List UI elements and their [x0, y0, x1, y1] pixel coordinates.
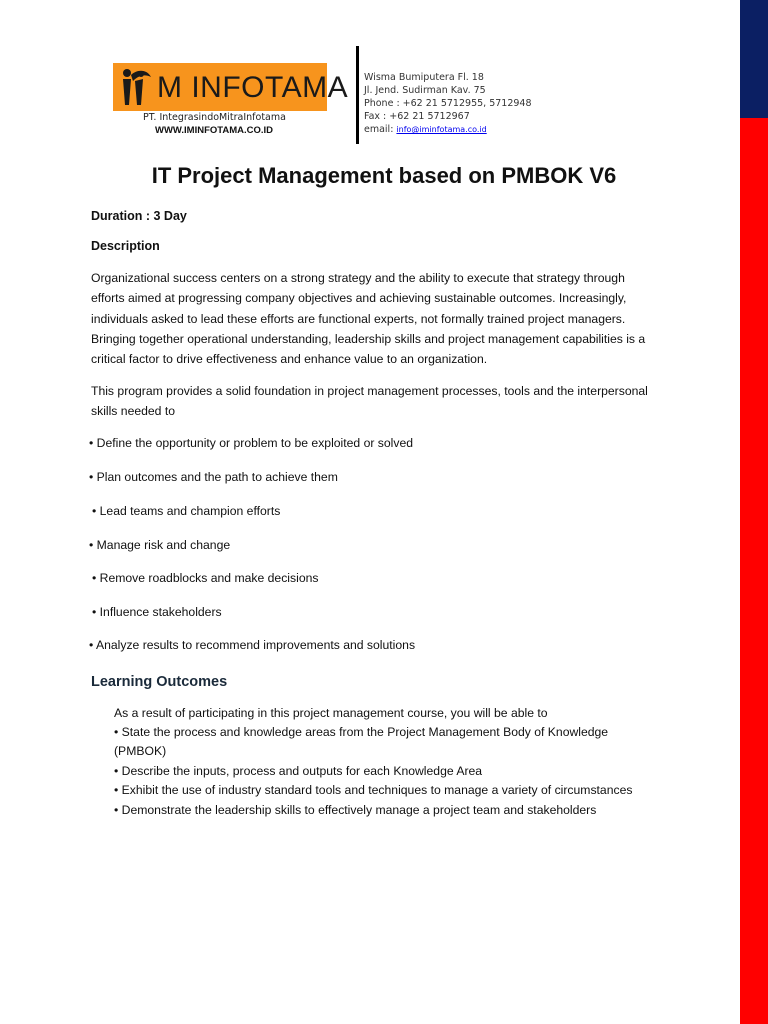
page-title: IT Project Management based on PMBOK V6: [151, 163, 617, 188]
bullet-item: • Analyze results to recommend improvements and solutions: [89, 638, 416, 652]
contact-block: [364, 71, 532, 136]
learning-outcome-line: • Exhibit the use of industry standard tools and techniques to manage a variety of circumstances: [114, 783, 633, 797]
paragraph-line: skills needed to: [91, 404, 176, 419]
email-link[interactable]: info@iminfotama.co.id: [396, 125, 487, 134]
learning-outcome-line: (PMBOK): [114, 744, 167, 758]
bullet-item: • Remove roadblocks and make decisions: [92, 571, 319, 585]
description-paragraph-1: [91, 268, 691, 369]
person-logo-icon: [117, 65, 157, 109]
paragraph-line: This program provides a solid foundation in project management processes, tools and the interpersonal: [91, 384, 648, 398]
learning-outcomes-heading: Learning Outcomes: [91, 674, 228, 690]
learning-outcome-line: • State the process and knowledge areas from the Project Management Body of Knowledge: [114, 725, 609, 739]
bullet-item: • Plan outcomes and the path to achieve them: [89, 470, 338, 484]
bullet-item: • Define the opportunity or problem to be exploited or solved: [89, 436, 414, 450]
paragraph-line: efforts aimed at progressing company objectives and achieving sustainable outcomes. Increasingly,: [91, 291, 627, 306]
address-line-2: Jl. Jend. Sudirman Kav. 75: [364, 85, 486, 96]
paragraph-line: critical factor to drive effectiveness and enhance value to an organization.: [91, 352, 488, 367]
side-band-red: [740, 118, 768, 1024]
company-logo: [113, 63, 349, 111]
paragraph-line: individuals asked to lead these efforts are functional experts, not formally trained project managers.: [91, 311, 626, 326]
phone-line: Phone : +62 21 5712955, 5712948: [364, 98, 532, 109]
bullet-item: • Lead teams and champion efforts: [92, 504, 281, 518]
duration-text: Duration : 3 Day: [91, 209, 187, 223]
address-line-1: Wisma Bumiputera Fl. 18: [364, 72, 484, 83]
paragraph-line: Organizational success centers on a strong strategy and the ability to execute that strategy through: [91, 271, 625, 285]
learning-outcome-line: As a result of participating in this project management course, you will be able to: [114, 706, 548, 720]
header-divider: [356, 46, 359, 144]
learning-outcome-line: • Describe the inputs, process and outputs for each Knowledge Area: [114, 764, 483, 778]
learning-outcome-line: • Demonstrate the leadership skills to effectively manage a project team and stakeholders: [114, 803, 597, 817]
logo-wordmark: M INFOTAMA: [157, 71, 349, 104]
email-line: [364, 123, 532, 136]
fax-line: Fax : +62 21 5712967: [364, 111, 470, 122]
bullet-item: • Influence stakeholders: [92, 605, 222, 619]
company-name: PT. IntegrasindoMitraInfotama: [143, 112, 286, 123]
email-label: email:: [364, 124, 397, 135]
paragraph-line: Bringing together operational understanding, leadership skills and project management capabilities is a: [91, 331, 646, 346]
description-heading: Description: [91, 239, 160, 253]
company-website: WWW.IMINFOTAMA.CO.ID: [155, 125, 274, 136]
description-paragraph-2: [91, 381, 691, 422]
bullet-item: • Manage risk and change: [89, 538, 231, 552]
side-band-navy: [740, 0, 768, 118]
